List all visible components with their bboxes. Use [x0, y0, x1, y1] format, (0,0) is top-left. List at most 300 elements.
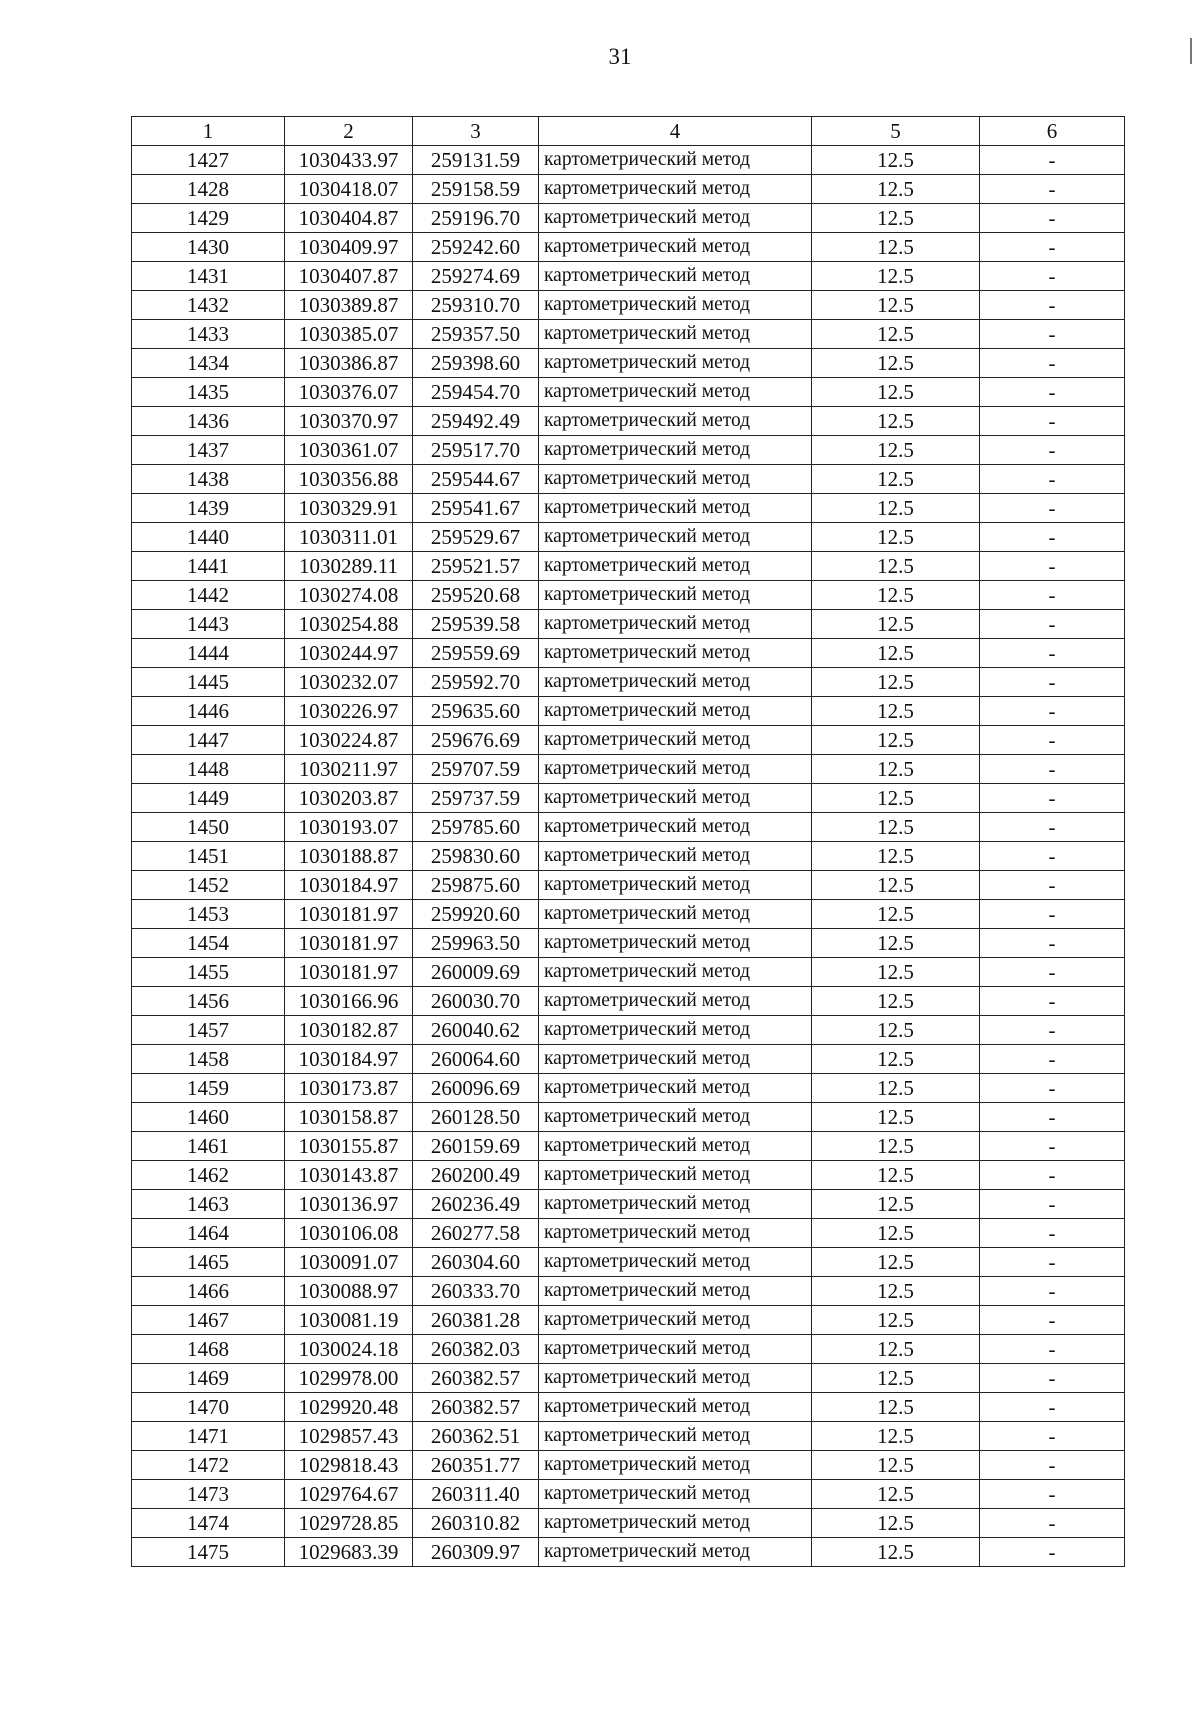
point-number-cell: 1433 [132, 320, 285, 349]
y-coordinate-cell: 260096.69 [413, 1074, 539, 1103]
x-coordinate-cell: 1030211.97 [285, 755, 413, 784]
accuracy-cell: 12.5 [812, 1335, 980, 1364]
y-coordinate-cell: 259242.60 [413, 233, 539, 262]
point-number-cell: 1450 [132, 813, 285, 842]
table-row [132, 1277, 1125, 1306]
table-row [132, 813, 1125, 842]
y-coordinate-cell: 259517.70 [413, 436, 539, 465]
y-coordinate-cell: 259592.70 [413, 668, 539, 697]
accuracy-cell: 12.5 [812, 1451, 980, 1480]
method-cell: картометрический метод [539, 697, 812, 726]
note-cell: - [980, 552, 1125, 581]
y-coordinate-cell: 260382.57 [413, 1364, 539, 1393]
method-cell: картометрический метод [539, 1364, 812, 1393]
y-coordinate-cell: 259635.60 [413, 697, 539, 726]
point-number-cell: 1452 [132, 871, 285, 900]
y-coordinate-cell: 260009.69 [413, 958, 539, 987]
accuracy-cell: 12.5 [812, 987, 980, 1016]
accuracy-cell: 12.5 [812, 726, 980, 755]
point-number-cell: 1444 [132, 639, 285, 668]
note-cell: - [980, 1509, 1125, 1538]
point-number-cell: 1461 [132, 1132, 285, 1161]
note-cell: - [980, 1451, 1125, 1480]
table-row [132, 697, 1125, 726]
x-coordinate-cell: 1029920.48 [285, 1393, 413, 1422]
y-coordinate-cell: 259539.58 [413, 610, 539, 639]
accuracy-cell: 12.5 [812, 291, 980, 320]
x-coordinate-cell: 1030173.87 [285, 1074, 413, 1103]
point-number-cell: 1449 [132, 784, 285, 813]
y-coordinate-cell: 259529.67 [413, 523, 539, 552]
method-cell: картометрический метод [539, 900, 812, 929]
point-number-cell: 1429 [132, 204, 285, 233]
table-row [132, 523, 1125, 552]
coordinates-table [131, 116, 1125, 1567]
point-number-cell: 1471 [132, 1422, 285, 1451]
method-cell: картометрический метод [539, 1306, 812, 1335]
x-coordinate-cell: 1030370.97 [285, 407, 413, 436]
table-row [132, 233, 1125, 262]
note-cell: - [980, 291, 1125, 320]
point-number-cell: 1432 [132, 291, 285, 320]
x-coordinate-cell: 1029683.39 [285, 1538, 413, 1567]
y-coordinate-cell: 260030.70 [413, 987, 539, 1016]
y-coordinate-cell: 259875.60 [413, 871, 539, 900]
accuracy-cell: 12.5 [812, 262, 980, 291]
table-row [132, 1306, 1125, 1335]
point-number-cell: 1437 [132, 436, 285, 465]
note-cell: - [980, 1306, 1125, 1335]
point-number-cell: 1430 [132, 233, 285, 262]
method-cell: картометрический метод [539, 523, 812, 552]
table-row [132, 175, 1125, 204]
method-cell: картометрический метод [539, 1509, 812, 1538]
x-coordinate-cell: 1030182.87 [285, 1016, 413, 1045]
method-cell: картометрический метод [539, 552, 812, 581]
table-row [132, 552, 1125, 581]
table-row [132, 1480, 1125, 1509]
x-coordinate-cell: 1029978.00 [285, 1364, 413, 1393]
note-cell: - [980, 871, 1125, 900]
x-coordinate-cell: 1030409.97 [285, 233, 413, 262]
point-number-cell: 1466 [132, 1277, 285, 1306]
point-number-cell: 1441 [132, 552, 285, 581]
accuracy-cell: 12.5 [812, 175, 980, 204]
x-coordinate-cell: 1030181.97 [285, 929, 413, 958]
y-coordinate-cell: 259676.69 [413, 726, 539, 755]
y-coordinate-cell: 259785.60 [413, 813, 539, 842]
point-number-cell: 1470 [132, 1393, 285, 1422]
point-number-cell: 1443 [132, 610, 285, 639]
table-row [132, 639, 1125, 668]
accuracy-cell: 12.5 [812, 900, 980, 929]
accuracy-cell: 12.5 [812, 784, 980, 813]
method-cell: картометрический метод [539, 784, 812, 813]
x-coordinate-cell: 1030389.87 [285, 291, 413, 320]
y-coordinate-cell: 260310.82 [413, 1509, 539, 1538]
accuracy-cell: 12.5 [812, 1161, 980, 1190]
table-row [132, 929, 1125, 958]
method-cell: картометрический метод [539, 1538, 812, 1567]
method-cell: картометрический метод [539, 610, 812, 639]
method-cell: картометрический метод [539, 987, 812, 1016]
accuracy-cell: 12.5 [812, 813, 980, 842]
accuracy-cell: 12.5 [812, 871, 980, 900]
header-cell: 2 [285, 117, 413, 146]
table-row [132, 726, 1125, 755]
method-cell: картометрический метод [539, 871, 812, 900]
y-coordinate-cell: 260277.58 [413, 1219, 539, 1248]
y-coordinate-cell: 259196.70 [413, 204, 539, 233]
note-cell: - [980, 929, 1125, 958]
header-cell: 6 [980, 117, 1125, 146]
note-cell: - [980, 755, 1125, 784]
note-cell: - [980, 581, 1125, 610]
accuracy-cell: 12.5 [812, 1016, 980, 1045]
y-coordinate-cell: 260200.49 [413, 1161, 539, 1190]
note-cell: - [980, 378, 1125, 407]
method-cell: картометрический метод [539, 1161, 812, 1190]
y-coordinate-cell: 259492.49 [413, 407, 539, 436]
point-number-cell: 1438 [132, 465, 285, 494]
point-number-cell: 1467 [132, 1306, 285, 1335]
accuracy-cell: 12.5 [812, 1277, 980, 1306]
method-cell: картометрический метод [539, 494, 812, 523]
method-cell: картометрический метод [539, 1190, 812, 1219]
note-cell: - [980, 1335, 1125, 1364]
point-number-cell: 1468 [132, 1335, 285, 1364]
x-coordinate-cell: 1030088.97 [285, 1277, 413, 1306]
note-cell: - [980, 1393, 1125, 1422]
table-row [132, 900, 1125, 929]
point-number-cell: 1453 [132, 900, 285, 929]
x-coordinate-cell: 1029818.43 [285, 1451, 413, 1480]
note-cell: - [980, 987, 1125, 1016]
table-row [132, 262, 1125, 291]
y-coordinate-cell: 260309.97 [413, 1538, 539, 1567]
table-row [132, 1219, 1125, 1248]
accuracy-cell: 12.5 [812, 1480, 980, 1509]
method-cell: картометрический метод [539, 1393, 812, 1422]
method-cell: картометрический метод [539, 581, 812, 610]
y-coordinate-cell: 259158.59 [413, 175, 539, 204]
method-cell: картометрический метод [539, 1103, 812, 1132]
x-coordinate-cell: 1030254.88 [285, 610, 413, 639]
table-row [132, 1132, 1125, 1161]
point-number-cell: 1475 [132, 1538, 285, 1567]
point-number-cell: 1446 [132, 697, 285, 726]
x-coordinate-cell: 1029728.85 [285, 1509, 413, 1538]
table-row [132, 1248, 1125, 1277]
x-coordinate-cell: 1030181.97 [285, 900, 413, 929]
method-cell: картометрический метод [539, 813, 812, 842]
table-row [132, 436, 1125, 465]
header-cell: 5 [812, 117, 980, 146]
method-cell: картометрический метод [539, 291, 812, 320]
note-cell: - [980, 494, 1125, 523]
note-cell: - [980, 1480, 1125, 1509]
method-cell: картометрический метод [539, 378, 812, 407]
table-row [132, 1538, 1125, 1567]
note-cell: - [980, 262, 1125, 291]
accuracy-cell: 12.5 [812, 668, 980, 697]
page-number: 31 [608, 44, 632, 69]
y-coordinate-cell: 259737.59 [413, 784, 539, 813]
note-cell: - [980, 1161, 1125, 1190]
point-number-cell: 1445 [132, 668, 285, 697]
note-cell: - [980, 668, 1125, 697]
accuracy-cell: 12.5 [812, 1074, 980, 1103]
method-cell: картометрический метод [539, 668, 812, 697]
table-row [132, 1364, 1125, 1393]
method-cell: картометрический метод [539, 929, 812, 958]
point-number-cell: 1440 [132, 523, 285, 552]
table-row [132, 610, 1125, 639]
note-cell: - [980, 1074, 1125, 1103]
method-cell: картометрический метод [539, 1074, 812, 1103]
method-cell: картометрический метод [539, 233, 812, 262]
y-coordinate-cell: 260236.49 [413, 1190, 539, 1219]
y-coordinate-cell: 259707.59 [413, 755, 539, 784]
note-cell: - [980, 842, 1125, 871]
y-coordinate-cell: 259541.67 [413, 494, 539, 523]
table-row [132, 407, 1125, 436]
note-cell: - [980, 1364, 1125, 1393]
point-number-cell: 1459 [132, 1074, 285, 1103]
table-row [132, 1016, 1125, 1045]
method-cell: картометрический метод [539, 1277, 812, 1306]
table-row [132, 871, 1125, 900]
point-number-cell: 1439 [132, 494, 285, 523]
x-coordinate-cell: 1030385.07 [285, 320, 413, 349]
accuracy-cell: 12.5 [812, 697, 980, 726]
accuracy-cell: 12.5 [812, 1132, 980, 1161]
y-coordinate-cell: 259520.68 [413, 581, 539, 610]
table-row [132, 465, 1125, 494]
x-coordinate-cell: 1030158.87 [285, 1103, 413, 1132]
y-coordinate-cell: 260311.40 [413, 1480, 539, 1509]
x-coordinate-cell: 1030232.07 [285, 668, 413, 697]
header-cell: 3 [413, 117, 539, 146]
method-cell: картометрический метод [539, 842, 812, 871]
x-coordinate-cell: 1030274.08 [285, 581, 413, 610]
table-row [132, 1074, 1125, 1103]
note-cell: - [980, 1422, 1125, 1451]
x-coordinate-cell: 1029764.67 [285, 1480, 413, 1509]
table-row [132, 1161, 1125, 1190]
note-cell: - [980, 407, 1125, 436]
note-cell: - [980, 900, 1125, 929]
note-cell: - [980, 813, 1125, 842]
x-coordinate-cell: 1030184.97 [285, 1045, 413, 1074]
table-header-row [132, 117, 1125, 146]
x-coordinate-cell: 1030289.11 [285, 552, 413, 581]
method-cell: картометрический метод [539, 349, 812, 378]
x-coordinate-cell: 1030081.19 [285, 1306, 413, 1335]
accuracy-cell: 12.5 [812, 1045, 980, 1074]
point-number-cell: 1427 [132, 146, 285, 175]
accuracy-cell: 12.5 [812, 639, 980, 668]
point-number-cell: 1435 [132, 378, 285, 407]
x-coordinate-cell: 1030024.18 [285, 1335, 413, 1364]
method-cell: картометрический метод [539, 1016, 812, 1045]
point-number-cell: 1447 [132, 726, 285, 755]
method-cell: картометрический метод [539, 262, 812, 291]
table-row [132, 320, 1125, 349]
y-coordinate-cell: 259131.59 [413, 146, 539, 175]
accuracy-cell: 12.5 [812, 407, 980, 436]
method-cell: картометрический метод [539, 320, 812, 349]
y-coordinate-cell: 259830.60 [413, 842, 539, 871]
method-cell: картометрический метод [539, 204, 812, 233]
x-coordinate-cell: 1030136.97 [285, 1190, 413, 1219]
table-row [132, 581, 1125, 610]
x-coordinate-cell: 1030433.97 [285, 146, 413, 175]
method-cell: картометрический метод [539, 639, 812, 668]
point-number-cell: 1462 [132, 1161, 285, 1190]
x-coordinate-cell: 1030155.87 [285, 1132, 413, 1161]
accuracy-cell: 12.5 [812, 1393, 980, 1422]
x-coordinate-cell: 1030361.07 [285, 436, 413, 465]
accuracy-cell: 12.5 [812, 494, 980, 523]
x-coordinate-cell: 1030418.07 [285, 175, 413, 204]
note-cell: - [980, 1132, 1125, 1161]
y-coordinate-cell: 260382.57 [413, 1393, 539, 1422]
y-coordinate-cell: 259357.50 [413, 320, 539, 349]
method-cell: картометрический метод [539, 958, 812, 987]
y-coordinate-cell: 260040.62 [413, 1016, 539, 1045]
accuracy-cell: 12.5 [812, 1248, 980, 1277]
accuracy-cell: 12.5 [812, 233, 980, 262]
y-coordinate-cell: 259454.70 [413, 378, 539, 407]
table-row [132, 784, 1125, 813]
point-number-cell: 1436 [132, 407, 285, 436]
accuracy-cell: 12.5 [812, 1190, 980, 1219]
table-row [132, 1393, 1125, 1422]
note-cell: - [980, 465, 1125, 494]
accuracy-cell: 12.5 [812, 349, 980, 378]
y-coordinate-cell: 259398.60 [413, 349, 539, 378]
table-row [132, 668, 1125, 697]
y-coordinate-cell: 260159.69 [413, 1132, 539, 1161]
x-coordinate-cell: 1030311.01 [285, 523, 413, 552]
accuracy-cell: 12.5 [812, 378, 980, 407]
point-number-cell: 1428 [132, 175, 285, 204]
y-coordinate-cell: 260381.28 [413, 1306, 539, 1335]
table-row [132, 1451, 1125, 1480]
point-number-cell: 1442 [132, 581, 285, 610]
y-coordinate-cell: 260382.03 [413, 1335, 539, 1364]
note-cell: - [980, 1190, 1125, 1219]
table-row [132, 987, 1125, 1016]
method-cell: картометрический метод [539, 1219, 812, 1248]
accuracy-cell: 12.5 [812, 958, 980, 987]
method-cell: картометрический метод [539, 175, 812, 204]
y-coordinate-cell: 260333.70 [413, 1277, 539, 1306]
accuracy-cell: 12.5 [812, 552, 980, 581]
accuracy-cell: 12.5 [812, 465, 980, 494]
note-cell: - [980, 1248, 1125, 1277]
accuracy-cell: 12.5 [812, 610, 980, 639]
accuracy-cell: 12.5 [812, 1538, 980, 1567]
table-row [132, 1422, 1125, 1451]
table-row [132, 146, 1125, 175]
note-cell: - [980, 1277, 1125, 1306]
x-coordinate-cell: 1029857.43 [285, 1422, 413, 1451]
accuracy-cell: 12.5 [812, 1103, 980, 1132]
method-cell: картометрический метод [539, 726, 812, 755]
point-number-cell: 1455 [132, 958, 285, 987]
note-cell: - [980, 523, 1125, 552]
x-coordinate-cell: 1030091.07 [285, 1248, 413, 1277]
note-cell: - [980, 436, 1125, 465]
point-number-cell: 1434 [132, 349, 285, 378]
note-cell: - [980, 175, 1125, 204]
x-coordinate-cell: 1030329.91 [285, 494, 413, 523]
accuracy-cell: 12.5 [812, 581, 980, 610]
table-row [132, 1509, 1125, 1538]
point-number-cell: 1460 [132, 1103, 285, 1132]
point-number-cell: 1474 [132, 1509, 285, 1538]
note-cell: - [980, 146, 1125, 175]
note-cell: - [980, 1103, 1125, 1132]
accuracy-cell: 12.5 [812, 1509, 980, 1538]
accuracy-cell: 12.5 [812, 436, 980, 465]
note-cell: - [980, 958, 1125, 987]
accuracy-cell: 12.5 [812, 204, 980, 233]
point-number-cell: 1473 [132, 1480, 285, 1509]
method-cell: картометрический метод [539, 1480, 812, 1509]
accuracy-cell: 12.5 [812, 842, 980, 871]
note-cell: - [980, 233, 1125, 262]
table-row [132, 1103, 1125, 1132]
table-row [132, 1045, 1125, 1074]
note-cell: - [980, 610, 1125, 639]
note-cell: - [980, 1538, 1125, 1567]
x-coordinate-cell: 1030407.87 [285, 262, 413, 291]
table-row [132, 1190, 1125, 1219]
x-coordinate-cell: 1030166.96 [285, 987, 413, 1016]
accuracy-cell: 12.5 [812, 1219, 980, 1248]
accuracy-cell: 12.5 [812, 1306, 980, 1335]
method-cell: картометрический метод [539, 1335, 812, 1364]
accuracy-cell: 12.5 [812, 320, 980, 349]
x-coordinate-cell: 1030376.07 [285, 378, 413, 407]
point-number-cell: 1451 [132, 842, 285, 871]
table-row [132, 378, 1125, 407]
point-number-cell: 1464 [132, 1219, 285, 1248]
x-coordinate-cell: 1030188.87 [285, 842, 413, 871]
point-number-cell: 1472 [132, 1451, 285, 1480]
x-coordinate-cell: 1030181.97 [285, 958, 413, 987]
accuracy-cell: 12.5 [812, 1422, 980, 1451]
method-cell: картометрический метод [539, 407, 812, 436]
y-coordinate-cell: 260064.60 [413, 1045, 539, 1074]
point-number-cell: 1431 [132, 262, 285, 291]
y-coordinate-cell: 260362.51 [413, 1422, 539, 1451]
y-coordinate-cell: 260128.50 [413, 1103, 539, 1132]
note-cell: - [980, 639, 1125, 668]
table-row [132, 755, 1125, 784]
method-cell: картометрический метод [539, 1451, 812, 1480]
header-cell: 4 [539, 117, 812, 146]
x-coordinate-cell: 1030356.88 [285, 465, 413, 494]
note-cell: - [980, 1219, 1125, 1248]
table-row [132, 842, 1125, 871]
method-cell: картометрический метод [539, 755, 812, 784]
table-row [132, 1335, 1125, 1364]
point-number-cell: 1465 [132, 1248, 285, 1277]
